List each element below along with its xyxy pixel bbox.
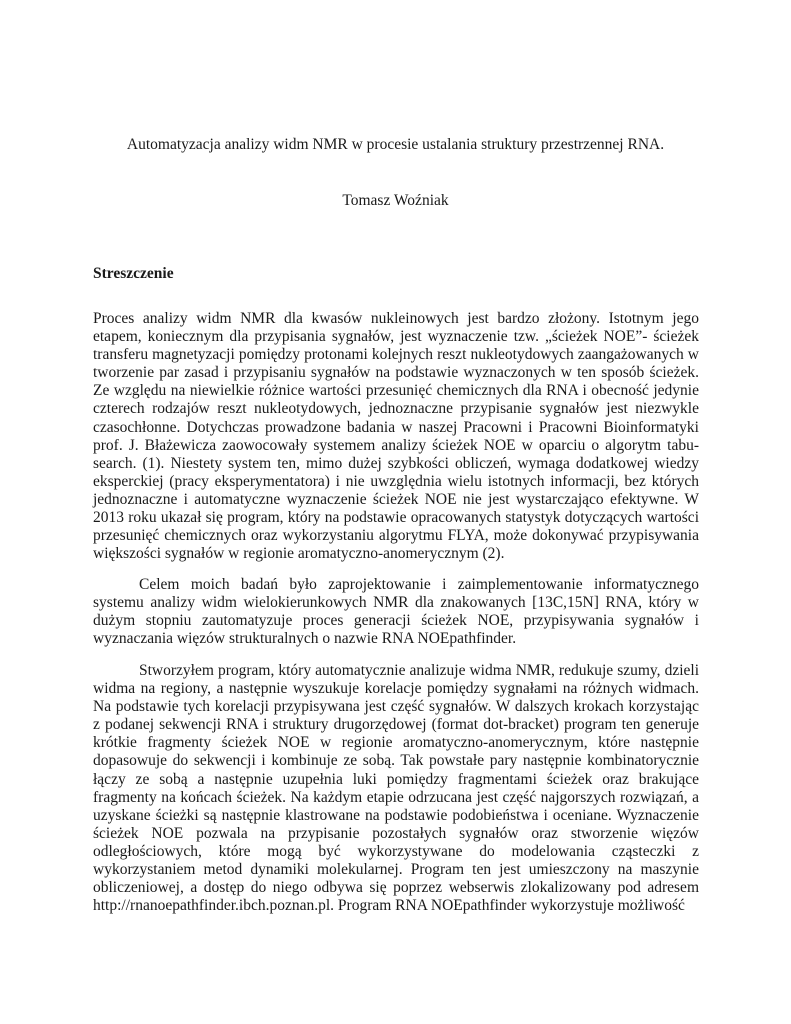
section-heading-abstract: Streszczenie <box>93 265 174 282</box>
document-title: Automatyzacja analizy widm NMR w procesie ustalania struktury przestrzennej RNA. <box>126 136 665 153</box>
author-name: Tomasz Woźniak <box>342 192 449 209</box>
abstract-paragraph-1: Proces analizy widm NMR dla kwasów nukleinowych jest bardzo złożony. Istotnym jego etapem, koniecznym dla przypisania sygnałów, jest wyznaczenie tzw. „ścieżek NOE”- ścieżek transferu magnetyzacji pomiędzy protonami kolejnych reszt nukleotydowych zaangażowanych w tworzenie par zasad i przypisaniu sygnałów na podstawie wyznaczonych w ten sposób ścieżek. Ze względu na niewielkie różnice wartości przesunięć chemicznych dla RNA i obecność jedynie czterech rodzajów reszt nukleotydowych, jednoznaczne przypisanie sygnałów jest niezwykle czasochłonne. Dotychczas prowadzone badania w naszej Pracowni i Pracowni Bioinformatyki prof. J. Błażewicza zaowocowały systemem analizy ścieżek NOE w oparciu o algorytm tabu-search. (1). Niestety system ten, mimo dużej szybkości obliczeń, wymaga dodatkowej wiedzy eksperckiej (pracy eksperymentatora) i nie uwzględnia wielu istotnych informacji, bez których jednoznaczne i automatyczne wyznaczenie ścieżek NOE nie jest wystarczająco efektywne. W 2013 roku ukazał się program, który na podstawie opracowanych statystyk dotyczących wartości przesunięć chemicznych oraz wykorzystaniu algorytmu FLYA, może dokonywać przypisywania większości sygnałów w regionie aromatyczno-anomerycznym (2). <box>93 310 699 563</box>
abstract-paragraph-3: Stworzyłem program, który automatycznie analizuje widma NMR, redukuje szumy, dzieli widma na regiony, a następnie wyszukuje korelacje pomiędzy sygnałami na różnych widmach. Na podstawie tych korelacji przypisywana jest część sygnałów. W dalszych krokach korzystając z podanej sekwencji RNA i struktury drugorzędowej (format dot-bracket) program ten generuje krótkie fragmenty ścieżek NOE w regionie aromatyczno-anomerycznym, które następnie dopasowuje do sekwencji i kombinuje ze sobą. Tak powstałe pary następnie kombinatorycznie łączy ze sobą a następnie uzupełnia luki pomiędzy fragmentami ścieżek oraz brakujące fragmenty na końcach ścieżek. Na każdym etapie odrzucana jest część najgorszych rozwiązań, a uzyskane ścieżki są następnie klastrowane na podstawie podobieństwa i oceniane. Wyznaczenie ścieżek NOE pozwala na przypisanie pozostałych sygnałów oraz stworzenie więzów odległościowych, które mogą być wykorzystywane do modelowania cząsteczki z wykorzystaniem metod dynamiki molekularnej. Program ten jest umieszczony na maszynie obliczeniowej, a dostęp do niego odbywa się poprzez webserwis zlokalizowany pod adresem http://rnanoepathfinder.ibch.poznan.pl. Program RNA NOEpathfinder wykorzystuje możliwość <box>93 662 699 915</box>
abstract-paragraph-2: Celem moich badań było zaprojektowanie i zaimplementowanie informatycznego systemu analizy widm wielokierunkowych NMR dla znakowanych [13C,15N] RNA, który w dużym stopniu zautomatyzuje proces generacji ścieżek NOE, przypisywania sygnałów i wyznaczania więzów strukturalnych o nazwie RNA NOEpathfinder. <box>93 576 699 648</box>
